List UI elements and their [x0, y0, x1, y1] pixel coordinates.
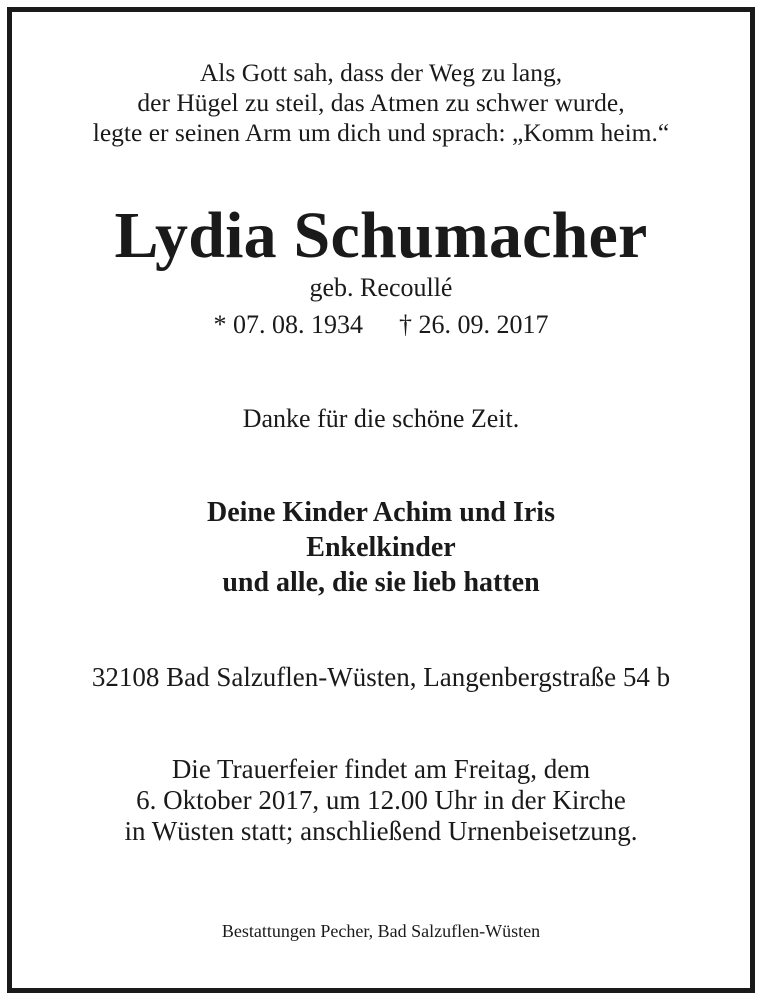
maiden-name: geb. Recoullé	[309, 273, 453, 302]
verse-line-3: legte er seinen Arm um dich und sprach: „Komm heim.“	[92, 118, 670, 147]
service-line-3: in Wüsten statt; anschließend Urnenbeisetzung.	[124, 816, 638, 846]
mourners-line-1: Deine Kinder Achim und Iris	[207, 497, 555, 528]
mourners-line-2: Enkelkinder	[306, 532, 456, 563]
undertaker-line: Bestattungen Pecher, Bad Salzuflen-Wüsten	[221, 921, 541, 941]
death-date: † 26. 09. 2017	[399, 310, 549, 339]
life-dates	[0, 310, 762, 340]
service-line-2: 6. Oktober 2017, um 12.00 Uhr in der Kirche	[136, 785, 626, 815]
mourners-line-3: und alle, die sie lieb hatten	[222, 567, 540, 598]
verse-line-2: der Hügel zu steil, das Atmen zu schwer wurde,	[137, 88, 625, 117]
verse-line-1: Als Gott sah, dass der Weg zu lang,	[199, 58, 563, 87]
address-line: 32108 Bad Salzuflen-Wüsten, Langenbergstraße 54 b	[91, 662, 671, 692]
deceased-name: Lydia Schumacher	[114, 199, 648, 272]
birth-date: * 07. 08. 1934	[213, 310, 363, 339]
thanks-line: Danke für die schöne Zeit.	[242, 404, 520, 433]
service-line-1: Die Trauerfeier findet am Freitag, dem	[171, 754, 591, 784]
